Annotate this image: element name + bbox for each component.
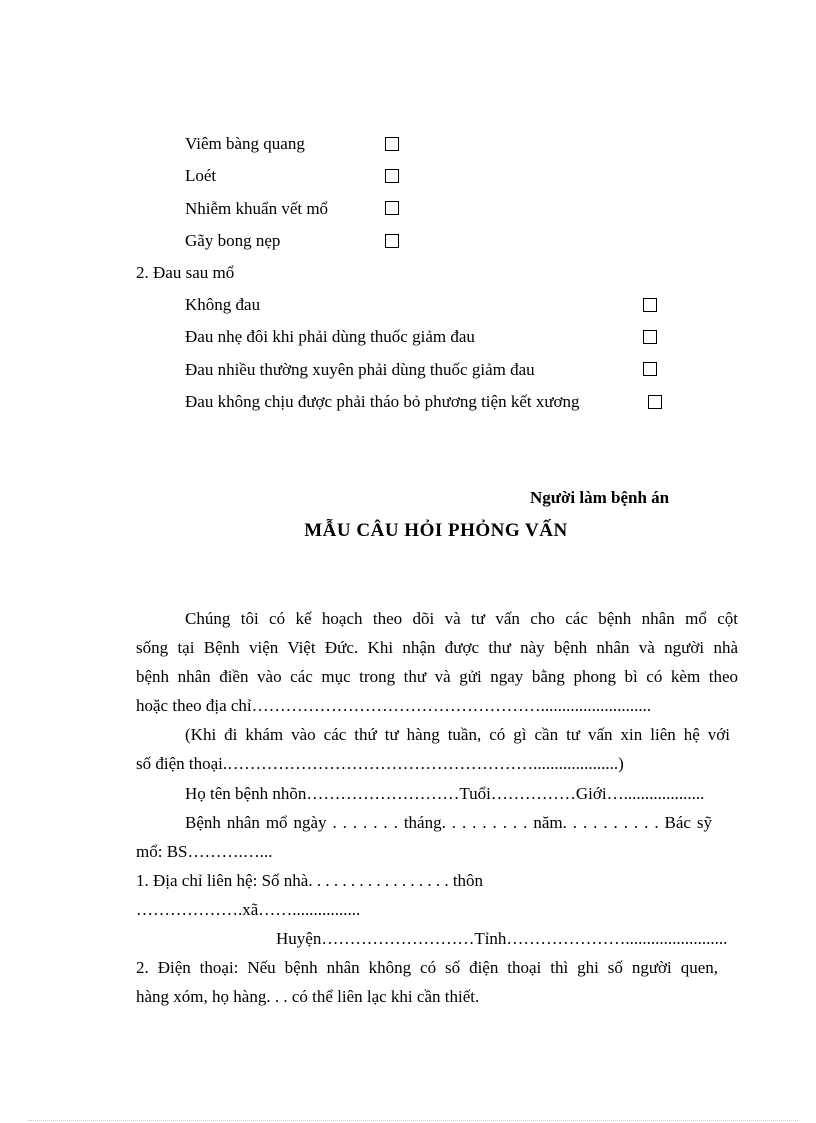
pain-option-label: Không đau [185,295,261,314]
phone-line: 2. Điện thoại: Nếu bệnh nhân không có số điện thoại thì ghi số người quen, [136,958,718,977]
intro-line: sống tại Bệnh viện Việt Đức. Khi nhận được thư này bệnh nhân và người nhà [136,638,738,657]
pain-option-checkbox[interactable] [648,395,662,409]
address-line: ……………….xã……................ [136,900,361,919]
pain-section-heading: 2. Đau sau mổ [136,263,235,282]
patient-name-line: Họ tên bệnh nhõn………………………Tuổi……………Giới…................... [185,784,705,803]
phone-line: hàng xóm, họ hàng. . . có thể liên lạc khi cần thiết. [136,987,480,1006]
contact-line: số điện thoại.………………………………………………....................) [136,754,624,773]
complication-checkbox[interactable] [385,201,399,215]
pain-option-checkbox[interactable] [643,330,657,344]
footer-divider [28,1120,798,1121]
page-title: MẪU CÂU HỎI PHỎNG VẤN [304,520,568,541]
pain-option-label: Đau nhẹ đôi khi phải dùng thuốc giảm đau [185,327,475,346]
surgery-line: Bệnh nhân mổ ngày . . . . . . . tháng. . . . . . . . . năm. . . . . . . . . . Bác sỹ [185,813,712,832]
pain-option-label: Đau không chịu được phải tháo bỏ phương tiện kết xương [185,392,580,411]
complication-checkbox[interactable] [385,234,399,248]
address-line: Huyện………………………Tỉnh…………………........................ [276,929,728,948]
complication-label: Nhiễm khuẩn vết mổ [185,199,329,218]
address-line: 1. Địa chỉ liên hệ: Số nhà. . . . . . . . . . . . . . . . . thôn [136,871,484,890]
intro-line: bệnh nhân điền vào các mục trong thư và gửi ngay bằng phong bì có kèm theo [136,667,738,686]
pain-option-label: Đau nhiều thường xuyên phải dùng thuốc giảm đau [185,360,535,379]
signature-label: Người làm bệnh án [530,488,670,507]
intro-line: hoặc theo địa chỉ…………………………………………….......................... [136,696,652,715]
pain-option-checkbox[interactable] [643,362,657,376]
complication-checkbox[interactable] [385,169,399,183]
pain-option-checkbox[interactable] [643,298,657,312]
complication-label: Viêm bàng quang [185,134,305,153]
surgery-line: mổ: BS……….…... [136,842,273,861]
complication-label: Gãy bong nẹp [185,231,281,250]
intro-line: Chúng tôi có kế hoạch theo dõi và tư vấn cho các bệnh nhân mổ cột [185,609,738,628]
contact-line: (Khi đi khám vào các thứ tư hàng tuần, có gì cần tư vấn xin liên hệ với [185,725,730,744]
complication-label: Loét [185,166,217,185]
complication-checkbox[interactable] [385,137,399,151]
